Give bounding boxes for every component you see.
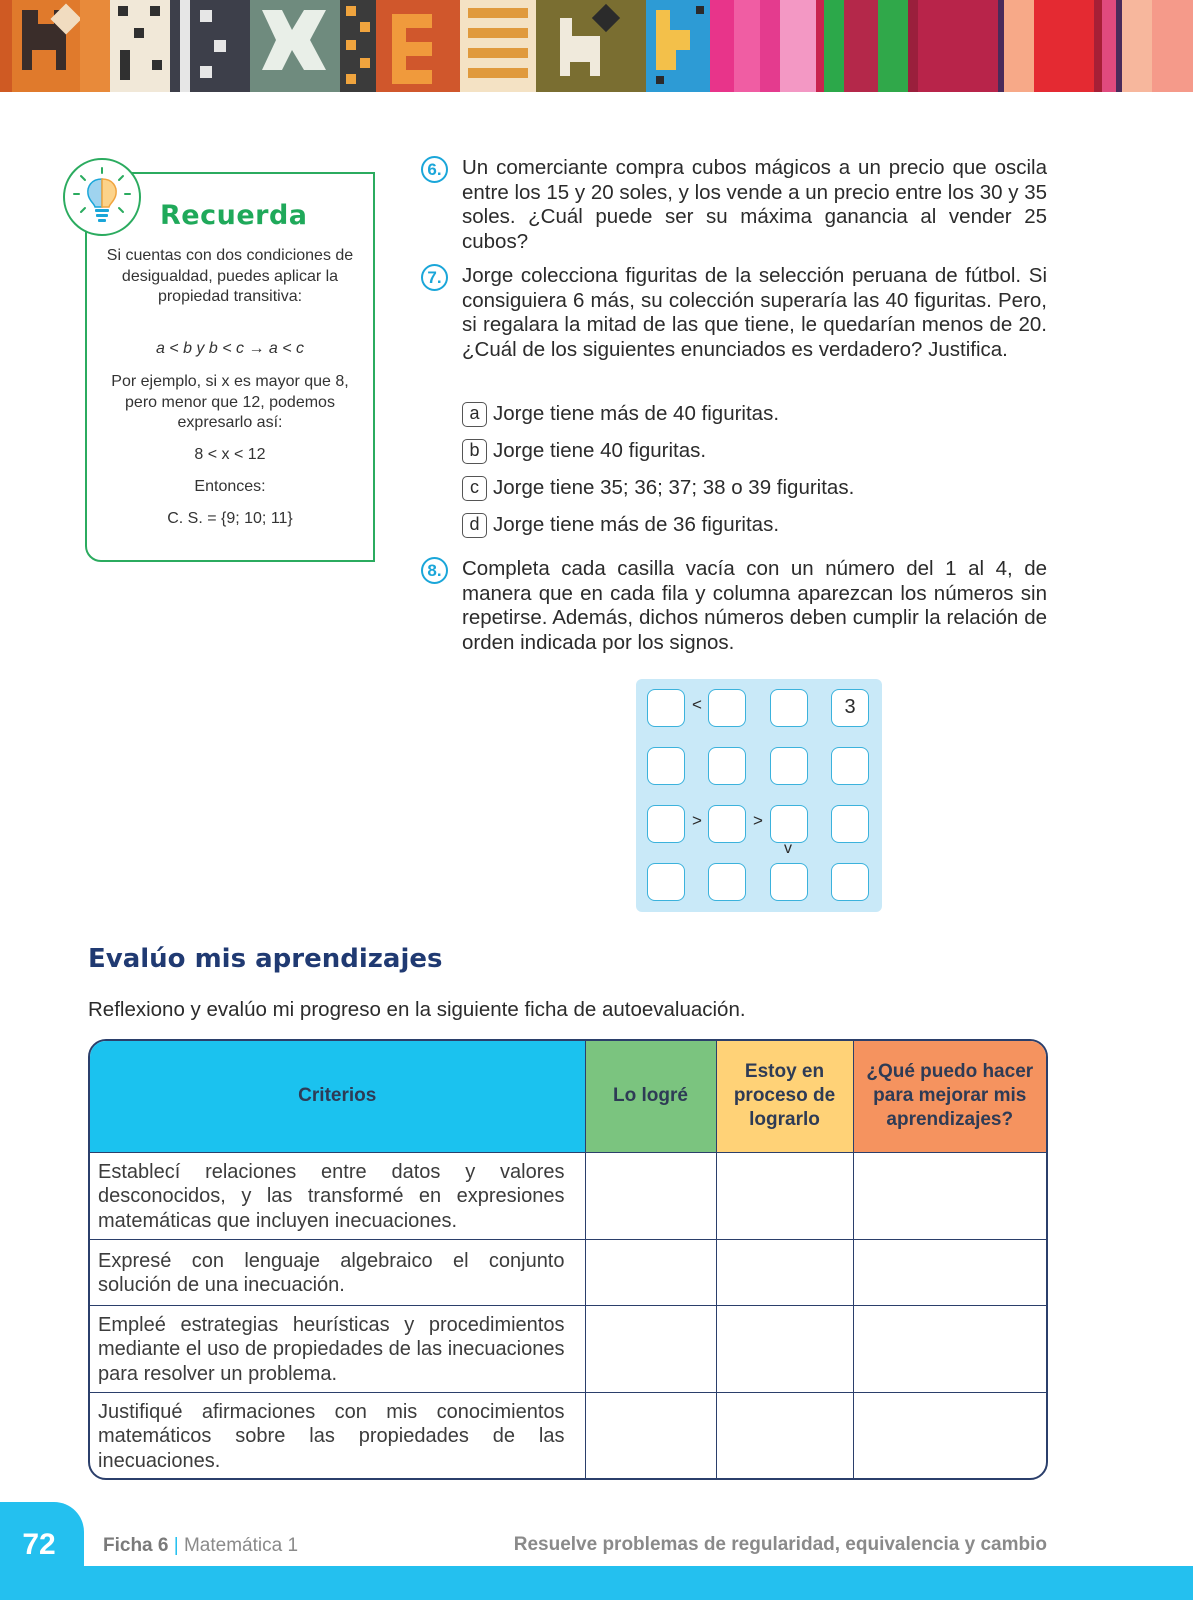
puzzle-cell[interactable] bbox=[770, 747, 808, 785]
header-en-proceso-label: Estoy en proceso de lograrlo bbox=[733, 1061, 836, 1131]
recuerda-then: Entonces: bbox=[194, 478, 266, 495]
option-text: Jorge tiene 35; 36; 37; 38 o 39 figuritas. bbox=[493, 476, 855, 499]
option-text: Jorge tiene más de 36 figuritas. bbox=[493, 513, 780, 536]
option-text: Jorge tiene más de 40 figuritas. bbox=[493, 402, 780, 425]
mejorar-cell[interactable] bbox=[853, 1305, 1046, 1392]
lo-logre-cell[interactable] bbox=[585, 1305, 716, 1392]
mejorar-cell[interactable] bbox=[853, 1392, 1046, 1478]
option-d bbox=[462, 513, 779, 538]
greater-than-sign: > bbox=[692, 811, 702, 830]
header-lo-logre: Lo logré bbox=[585, 1041, 716, 1152]
criterion-cell: Empleé estrategias heurísticas y procedimientos mediante el uso de propiedades de las inecuaciones para resolver un problema. bbox=[90, 1305, 585, 1392]
lo-logre-cell[interactable] bbox=[585, 1152, 716, 1239]
puzzle-cell[interactable] bbox=[831, 863, 869, 901]
number-puzzle-grid bbox=[636, 679, 882, 912]
subject-label: Matemática 1 bbox=[183, 1535, 299, 1556]
header-mejorar bbox=[853, 1041, 1046, 1152]
puzzle-cell[interactable] bbox=[770, 863, 808, 901]
decorative-textile-banner bbox=[0, 0, 1193, 92]
puzzle-cell[interactable] bbox=[708, 747, 746, 785]
less-than-sign: < bbox=[692, 695, 702, 714]
option-c bbox=[462, 476, 854, 501]
table-row bbox=[90, 1239, 1046, 1305]
criterion-cell: Justifiqué afirmaciones con mis conocimientos matemáticos sobre las propiedades de las inecuaciones. bbox=[90, 1392, 585, 1478]
en-proceso-cell[interactable] bbox=[716, 1392, 853, 1478]
en-proceso-cell[interactable] bbox=[716, 1239, 853, 1305]
evaluation-intro: Reflexiono y evalúo mi progreso en la siguiente ficha de autoevaluación. bbox=[88, 998, 746, 1021]
option-letter: d bbox=[462, 513, 487, 538]
table-row bbox=[90, 1305, 1046, 1392]
recuerda-title: Recuerda bbox=[160, 200, 308, 231]
en-proceso-cell[interactable] bbox=[716, 1152, 853, 1239]
puzzle-cell[interactable] bbox=[708, 805, 746, 843]
question-7-text: Jorge colecciona figuritas de la selección peruana de fútbol. Si consiguiera 6 más, su colección superaría las 40 figuritas. Pero, si regalara la mitad de las que tiene, le quedarían menos de 20. ¿Cuál de los siguientes enunciados es verdadero? Justifica. bbox=[462, 264, 1047, 361]
table-row bbox=[90, 1392, 1046, 1478]
option-letter: c bbox=[462, 476, 487, 501]
puzzle-cell[interactable] bbox=[770, 805, 808, 843]
puzzle-cell-given: 3 bbox=[831, 689, 869, 727]
footer-ficha bbox=[103, 1535, 298, 1557]
footer-bar bbox=[0, 1566, 1193, 1600]
transitive-rule: a < b y b < c → a < c bbox=[155, 340, 305, 357]
question-6-number: 6. bbox=[421, 156, 448, 183]
mejorar-cell[interactable] bbox=[853, 1152, 1046, 1239]
puzzle-cell[interactable] bbox=[831, 805, 869, 843]
table-row bbox=[90, 1152, 1046, 1239]
lo-logre-cell[interactable] bbox=[585, 1392, 716, 1478]
puzzle-cell[interactable] bbox=[708, 689, 746, 727]
criterion-cell: Establecí relaciones entre datos y valores desconocidos, y las transformé en expresiones matemáticas que incluyen inecuaciones. bbox=[90, 1152, 585, 1239]
ficha-label: Ficha 6 bbox=[103, 1535, 169, 1556]
puzzle-cell[interactable] bbox=[831, 747, 869, 785]
puzzle-cell[interactable] bbox=[647, 863, 685, 901]
vertical-sign: v bbox=[784, 840, 792, 857]
option-text: Jorge tiene 40 figuritas. bbox=[493, 439, 707, 462]
option-b bbox=[462, 439, 706, 464]
page-number: 72 bbox=[22, 1528, 56, 1561]
solution-set: C. S. = {9; 10; 11} bbox=[167, 510, 293, 527]
recuerda-example: Por ejemplo, si x es mayor que 8, pero menor que 12, podemos expresarlo así: bbox=[111, 373, 349, 431]
question-6-text: Un comerciante compra cubos mágicos a un precio que oscila entre los 15 y 20 soles, y los vende a un precio entre los 30 y 35 soles. ¿Cuál puede ser su máxima ganancia al vender 25 cubos? bbox=[462, 156, 1047, 253]
header-mejorar-label: ¿Qué puedo hacer para mejorar mis aprendizajes? bbox=[866, 1061, 1034, 1131]
footer-separator: | bbox=[173, 1535, 179, 1556]
option-a bbox=[462, 402, 779, 427]
puzzle-cell[interactable] bbox=[647, 747, 685, 785]
recuerda-intro: Si cuentas con dos condiciones de desigualdad, puedes aplicar la propiedad transitiva: bbox=[106, 247, 354, 305]
puzzle-cell[interactable] bbox=[770, 689, 808, 727]
mejorar-cell[interactable] bbox=[853, 1239, 1046, 1305]
criterion-cell: Expresé con lenguaje algebraico el conjunto solución de una inecuación. bbox=[90, 1239, 585, 1305]
self-evaluation-table bbox=[88, 1039, 1048, 1480]
question-8-text: Completa cada casilla vacía con un número del 1 al 4, de manera que en cada fila y columna aparezcan los números sin repetirse. Además, dichos números deben cumplir la relación de orden indicada por los signos. bbox=[462, 557, 1047, 654]
example-expression: 8 < x < 12 bbox=[194, 446, 266, 463]
puzzle-cell[interactable] bbox=[647, 805, 685, 843]
option-letter: b bbox=[462, 439, 487, 464]
lo-logre-cell[interactable] bbox=[585, 1239, 716, 1305]
table-header-row bbox=[90, 1041, 1046, 1152]
competence-label: Resuelve problemas de regularidad, equivalencia y cambio bbox=[513, 1534, 1047, 1555]
en-proceso-cell[interactable] bbox=[716, 1305, 853, 1392]
question-7-number: 7. bbox=[421, 264, 448, 291]
lightbulb-brain-icon bbox=[63, 158, 141, 236]
header-en-proceso bbox=[716, 1041, 853, 1152]
option-letter: a bbox=[462, 402, 487, 427]
question-8-number: 8. bbox=[421, 557, 448, 584]
header-criterios: Criterios bbox=[90, 1041, 585, 1152]
puzzle-cell[interactable] bbox=[708, 863, 746, 901]
greater-than-sign: > bbox=[753, 811, 763, 830]
puzzle-cell[interactable] bbox=[647, 689, 685, 727]
evaluation-title: Evalúo mis aprendizajes bbox=[88, 944, 443, 974]
